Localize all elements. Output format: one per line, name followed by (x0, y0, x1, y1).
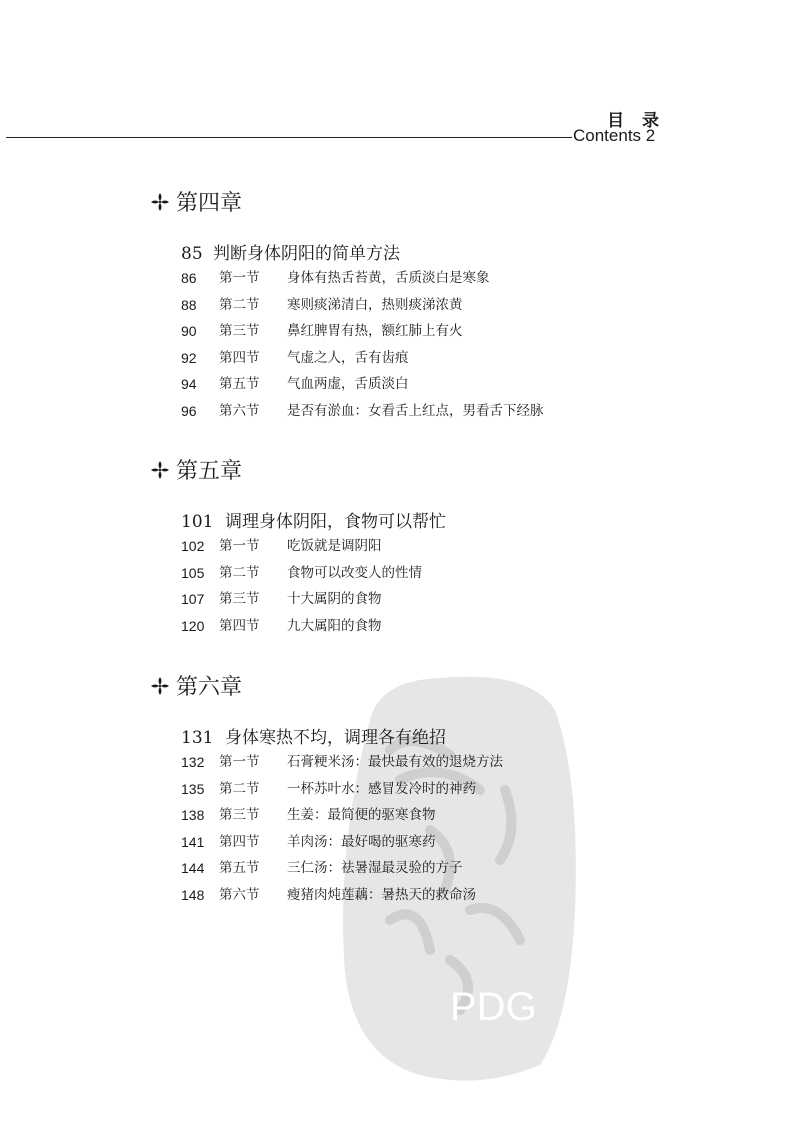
section-label: 第四节 (219, 617, 260, 634)
toc-entry[interactable] (181, 537, 446, 564)
header-title: 目 录 (607, 111, 665, 131)
section-label: 第二节 (219, 564, 260, 581)
toc-entry[interactable] (181, 617, 446, 644)
page-number: 135 (181, 780, 205, 797)
entry-title: 食物可以改变人的性情 (287, 564, 422, 581)
toc-entries (181, 510, 446, 643)
toc-entry[interactable] (181, 296, 544, 323)
toc-entry[interactable] (181, 564, 446, 591)
chapter-heading (150, 458, 242, 486)
toc-lead-entry[interactable] (181, 510, 446, 537)
section-label: 第三节 (219, 323, 260, 340)
entry-title: 气血两虚，舌质淡白 (287, 376, 409, 393)
page-number: 94 (181, 376, 197, 393)
page-number: 96 (181, 402, 197, 419)
toc-entry[interactable] (181, 833, 503, 860)
section-label: 第四节 (219, 349, 260, 366)
section-label: 第六节 (219, 402, 260, 419)
entry-title: 十大属阴的食物 (287, 591, 382, 608)
page-number: 86 (181, 270, 197, 286)
section-label: 第四节 (219, 833, 260, 850)
section-label: 第一节 (219, 538, 260, 554)
entry-title: 判断身体阴阳的简单方法 (213, 244, 400, 264)
toc-lead-entry[interactable] (181, 242, 544, 269)
page-number: 101 (181, 512, 214, 532)
toc-entry[interactable] (181, 349, 544, 376)
toc-lead-entry[interactable] (181, 726, 503, 753)
section-label: 第五节 (219, 376, 260, 393)
toc-entry[interactable] (181, 753, 503, 780)
section-label: 第三节 (219, 591, 260, 608)
watermark-text: PDG (450, 985, 537, 1029)
toc-entry[interactable] (181, 402, 544, 429)
section-label: 第二节 (219, 296, 260, 313)
toc-entry[interactable] (181, 269, 544, 296)
entry-title: 石膏粳米汤：最快最有效的退烧方法 (287, 754, 503, 770)
section-label: 第二节 (219, 780, 260, 797)
entry-title: 鼻红脾胃有热，额红肺上有火 (287, 323, 463, 340)
chapter-heading (150, 674, 242, 702)
four-petal-ornament-icon (150, 460, 170, 480)
entry-title: 气虚之人，舌有齿痕 (287, 349, 409, 366)
entry-title: 三仁汤：祛暑湿最灵验的方子 (287, 860, 463, 877)
page-number: 107 (181, 591, 205, 608)
section-label: 第六节 (219, 886, 260, 903)
header-rule (6, 137, 572, 138)
page-number: 141 (181, 833, 205, 850)
entry-title: 调理身体阴阳，食物可以帮忙 (225, 512, 446, 532)
chapter-title: 第六章 (176, 675, 243, 700)
entry-title: 羊肉汤：最好喝的驱寒药 (287, 833, 436, 850)
entry-title: 身体有热舌苔黄，舌质淡白是寒象 (287, 270, 490, 286)
entry-title: 寒则痰涕清白，热则痰涕浓黄 (287, 296, 463, 313)
toc-entries (181, 242, 544, 429)
page-number: 120 (181, 617, 205, 634)
toc-entry[interactable] (181, 780, 503, 807)
toc-entry[interactable] (181, 590, 446, 617)
entry-title: 是否有淤血：女看舌上红点，男看舌下经脉 (287, 402, 544, 419)
chapter-title: 第四章 (176, 191, 243, 216)
entry-title: 九大属阳的食物 (287, 617, 382, 634)
chapter-title: 第五章 (176, 459, 243, 484)
entry-title: 瘦猪肉炖莲藕：暑热天的救命汤 (287, 886, 476, 903)
section-label: 第一节 (219, 754, 260, 770)
page-number: 105 (181, 564, 205, 581)
toc-entry[interactable] (181, 806, 503, 833)
toc-entry[interactable] (181, 375, 544, 402)
four-petal-ornament-icon (150, 192, 170, 212)
page-number: 85 (181, 244, 203, 264)
page-number: 90 (181, 323, 197, 340)
page-number: 92 (181, 349, 197, 366)
section-label: 第三节 (219, 807, 260, 824)
entry-title: 一杯苏叶水：感冒发冷时的神药 (287, 780, 476, 797)
page-number: 132 (181, 754, 205, 770)
toc-entry[interactable] (181, 886, 503, 913)
page-number: 102 (181, 538, 205, 554)
entry-title: 生姜：最简便的驱寒食物 (287, 807, 436, 824)
page-number: 131 (181, 728, 214, 748)
page-number: 88 (181, 296, 197, 313)
chapter-heading (150, 190, 242, 218)
page-number: 148 (181, 886, 205, 903)
entry-title: 吃饭就是调阴阳 (287, 538, 382, 554)
toc-entry[interactable] (181, 859, 503, 886)
toc-entry[interactable] (181, 322, 544, 349)
page-number: 144 (181, 860, 205, 877)
four-petal-ornament-icon (150, 676, 170, 696)
toc-entries (181, 726, 503, 913)
section-label: 第五节 (219, 860, 260, 877)
page-header (0, 104, 793, 148)
header-subtitle: Contents 2 (573, 126, 656, 145)
entry-title: 身体寒热不均，调理各有绝招 (225, 728, 446, 748)
section-label: 第一节 (219, 270, 260, 286)
page-number: 138 (181, 807, 205, 824)
